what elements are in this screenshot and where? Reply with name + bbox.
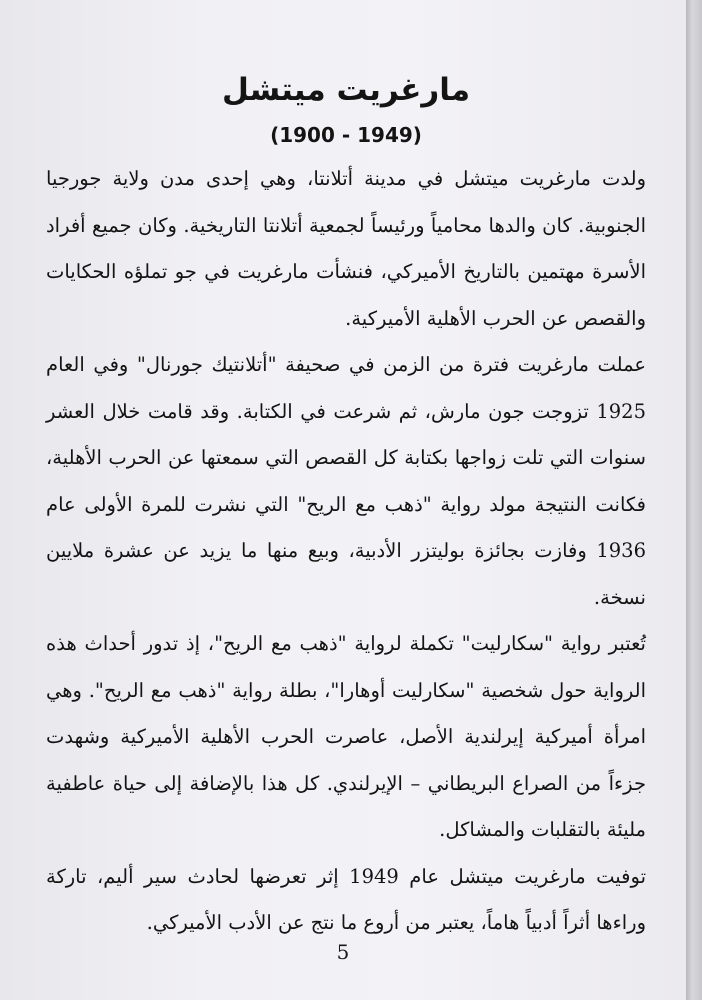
page-title: مارغريت ميتشل (221, 72, 471, 108)
paragraph-birth: ولدت مارغريت ميتشل في مدينة أتلانتا، وهي إحدى مدن ولاية جورجيا الجنوبية. كان والدها محامياً ورئيساً لجمعية أتلانتا التاريخية. وكان جميع أفراد الأسرة مهتمين بالتاريخ الأميركي، فنشأت مارغريت في جو تملؤه الحكايات والقصص عن الحرب الأهلية الأميركية. (46, 167, 646, 330)
paragraph-death: توفيت مارغريت ميتشل عام 1949 إثر تعرضها لحادث سير أليم، تاركة وراءها أثراً أدبياً هاماً، يعتبر من أروع ما نتج عن الأدب الأميركي. (46, 864, 646, 934)
page-number: 5 (336, 940, 350, 964)
page-edge-shadow (686, 0, 702, 1000)
life-years: (1900 - 1949) (270, 123, 422, 147)
paragraph-scarlett: تُعتبر رواية "سكارليت" تكملة لرواية "ذهب مع الريح"، إذ تدور أحداث هذه الرواية حول شخصية "سكارليت أوهارا"، بطلة رواية "ذهب مع الريح". وهي امرأة أميركية إيرلندية الأصل، عاصرت الحرب الأهلية الأميركية وشهدت جزءاً من الصراع البريطاني – الإيرلندي. كل هذا بالإضافة إلى حياة عاطفية مليئة بالتقلبات والمشاكل. (46, 632, 646, 841)
paragraph-career: عملت مارغريت فترة من الزمن في صحيفة "أتلانتيك جورنال" وفي العام 1925 تزوجت جون مارش، ثم شرعت في الكتابة. وقد قامت خلال العشر سنوات التي تلت زواجها بكتابة كل القصص التي سمعتها عن الحرب الأهلية، فكانت النتيجة مولد رواية "ذهب مع الريح" التي نشرت للمرة الأولى عام 1936 وفازت بجائزة بوليتزر الأدبية، وبيع منها ما يزيد عن عشرة ملايين نسخة. (46, 353, 646, 609)
page-content (46, 70, 646, 947)
